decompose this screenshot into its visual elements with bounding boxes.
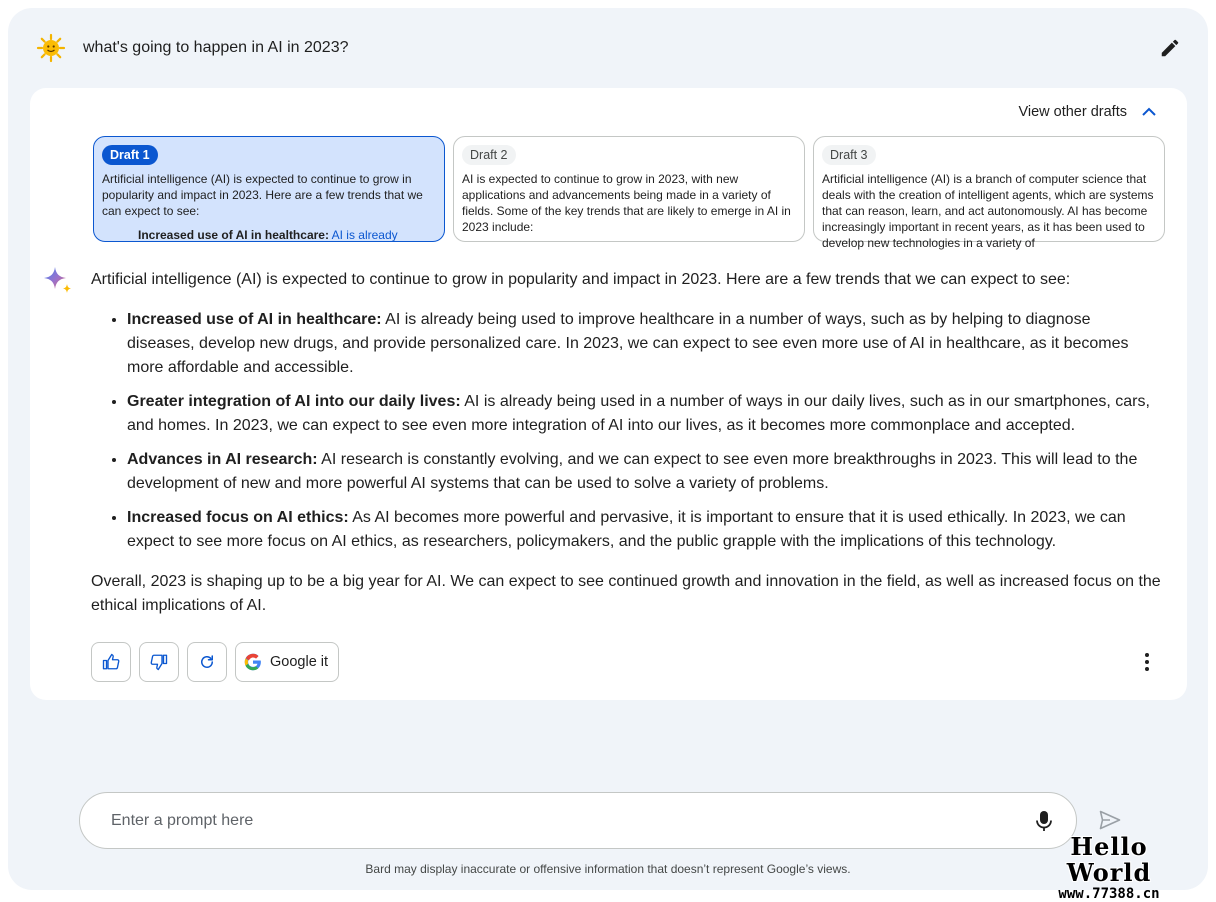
thumbs-down-icon: [150, 653, 168, 671]
bard-sparkle-icon: [43, 266, 73, 296]
response-bullet-item: [127, 308, 1161, 380]
more-vert-icon: [1144, 652, 1150, 672]
view-other-drafts-toggle[interactable]: [1018, 100, 1157, 124]
google-it-button[interactable]: [235, 642, 339, 682]
prompt-input[interactable]: [111, 812, 1011, 830]
send-button[interactable]: [1097, 807, 1123, 833]
bullet-text: AI is already being used in a number of ways in our daily lives, such as in our smartphones, cars, and homes. In 2023, we can expect to see even more integration of AI into our lives, as it becomes more commonplace and accepted.: [127, 393, 1150, 434]
drafts-row: [93, 136, 1165, 250]
send-icon: [1099, 810, 1121, 830]
bullet-title: Increased focus on AI ethics:: [127, 509, 349, 526]
watermark-title: Hello World: [1066, 832, 1152, 887]
bullet-text: AI research is constantly evolving, and we can expect to see even more breakthroughs in 2023. This will lead to the development of new and more powerful AI systems that can be used to solve a variety of problems.: [127, 451, 1138, 492]
chevron-up-icon: [1141, 104, 1157, 120]
draft-preview-bullet-text: AI is already: [328, 228, 398, 242]
thumbs-up-button[interactable]: [91, 642, 131, 682]
bullet-title: Increased use of AI in healthcare:: [127, 311, 382, 328]
query-row: [36, 28, 1186, 68]
watermark: [1034, 834, 1184, 902]
draft-label: Draft 3: [822, 145, 876, 165]
bullet-text: As AI becomes more powerful and pervasive, it is important to ensure that it is used ethically. In 2023, we can expect to see more focus on AI ethics, as researchers, policymakers, and the public grapple with the implications of this technology.: [127, 509, 1126, 550]
response-bullet-item: [127, 448, 1161, 496]
disclaimer-text: Bard may display inaccurate or offensive information that doesn’t represent Google’s views.: [365, 862, 851, 876]
draft-preview: Artificial intelligence (AI) is a branch of computer science that deals with the creation of intelligent agents, which are systems that can reason, learn, and act autonomously. AI has become increasingly important in recent years, as it has been used to develop new technologies in a variety of: [822, 172, 1154, 250]
response-intro: Artificial intelligence (AI) is expected to continue to grow in popularity and impact in 2023. Here are a few trends that we can expect to see:: [91, 271, 1071, 288]
response-body: [91, 268, 1161, 618]
app-frame: [8, 8, 1208, 890]
draft-preview: AI is expected to continue to grow in 2023, with new applications and advancements being made in a variety of fields. Some of the key trends that are likely to emerge in AI in 2023 include:: [462, 172, 791, 234]
draft-preview-bullet: [102, 227, 436, 243]
draft-preview: Artificial intelligence (AI) is expected to continue to grow in popularity and impact in 2023. Here are a few trends that we can expect to see:: [102, 172, 423, 218]
more-options-button[interactable]: [1131, 646, 1163, 678]
user-query: what's going to happen in AI in 2023?: [83, 39, 349, 56]
response-bullet-item: [127, 390, 1161, 438]
view-other-drafts-label: View other drafts: [1018, 104, 1127, 120]
thumbs-up-icon: [102, 653, 120, 671]
refresh-icon: [198, 653, 216, 671]
draft-label: Draft 1: [102, 145, 158, 165]
sun-avatar-icon: [36, 33, 66, 63]
response-actions: [91, 642, 339, 682]
draft-label: Draft 2: [462, 145, 516, 165]
draft-preview-bullet-title: Increased use of AI in healthcare:: [138, 228, 329, 242]
response-card: [30, 88, 1187, 700]
watermark-url: www.77388.cn: [1058, 886, 1160, 902]
bullet-title: Greater integration of AI into our daily lives:: [127, 393, 461, 410]
google-it-label: Google it: [270, 654, 329, 670]
google-g-icon: [244, 653, 262, 671]
response-bullet-item: [127, 506, 1161, 554]
microphone-button[interactable]: [1032, 809, 1056, 833]
draft-card-1[interactable]: [93, 136, 445, 242]
microphone-icon: [1036, 810, 1052, 832]
bullet-title: Advances in AI research:: [127, 451, 318, 468]
edit-query-button[interactable]: [1154, 32, 1186, 64]
user-avatar: [36, 33, 66, 63]
regenerate-button[interactable]: [187, 642, 227, 682]
pencil-icon: [1159, 37, 1181, 59]
thumbs-down-button[interactable]: [139, 642, 179, 682]
prompt-box: [79, 792, 1077, 849]
response-outro: Overall, 2023 is shaping up to be a big year for AI. We can expect to see continued growth and innovation in the field, as well as increased focus on the ethical implications of AI.: [91, 573, 1161, 614]
draft-card-2[interactable]: [453, 136, 805, 242]
response-bullets: [91, 308, 1161, 554]
draft-card-3[interactable]: [813, 136, 1165, 250]
bullet-text: AI is already being used to improve healthcare in a number of ways, such as by helping to diagnose diseases, develop new drugs, and provide personalized care. In 2023, we can expect to see even more use of AI in healthcare, as it becomes more affordable and accessible.: [127, 311, 1129, 376]
